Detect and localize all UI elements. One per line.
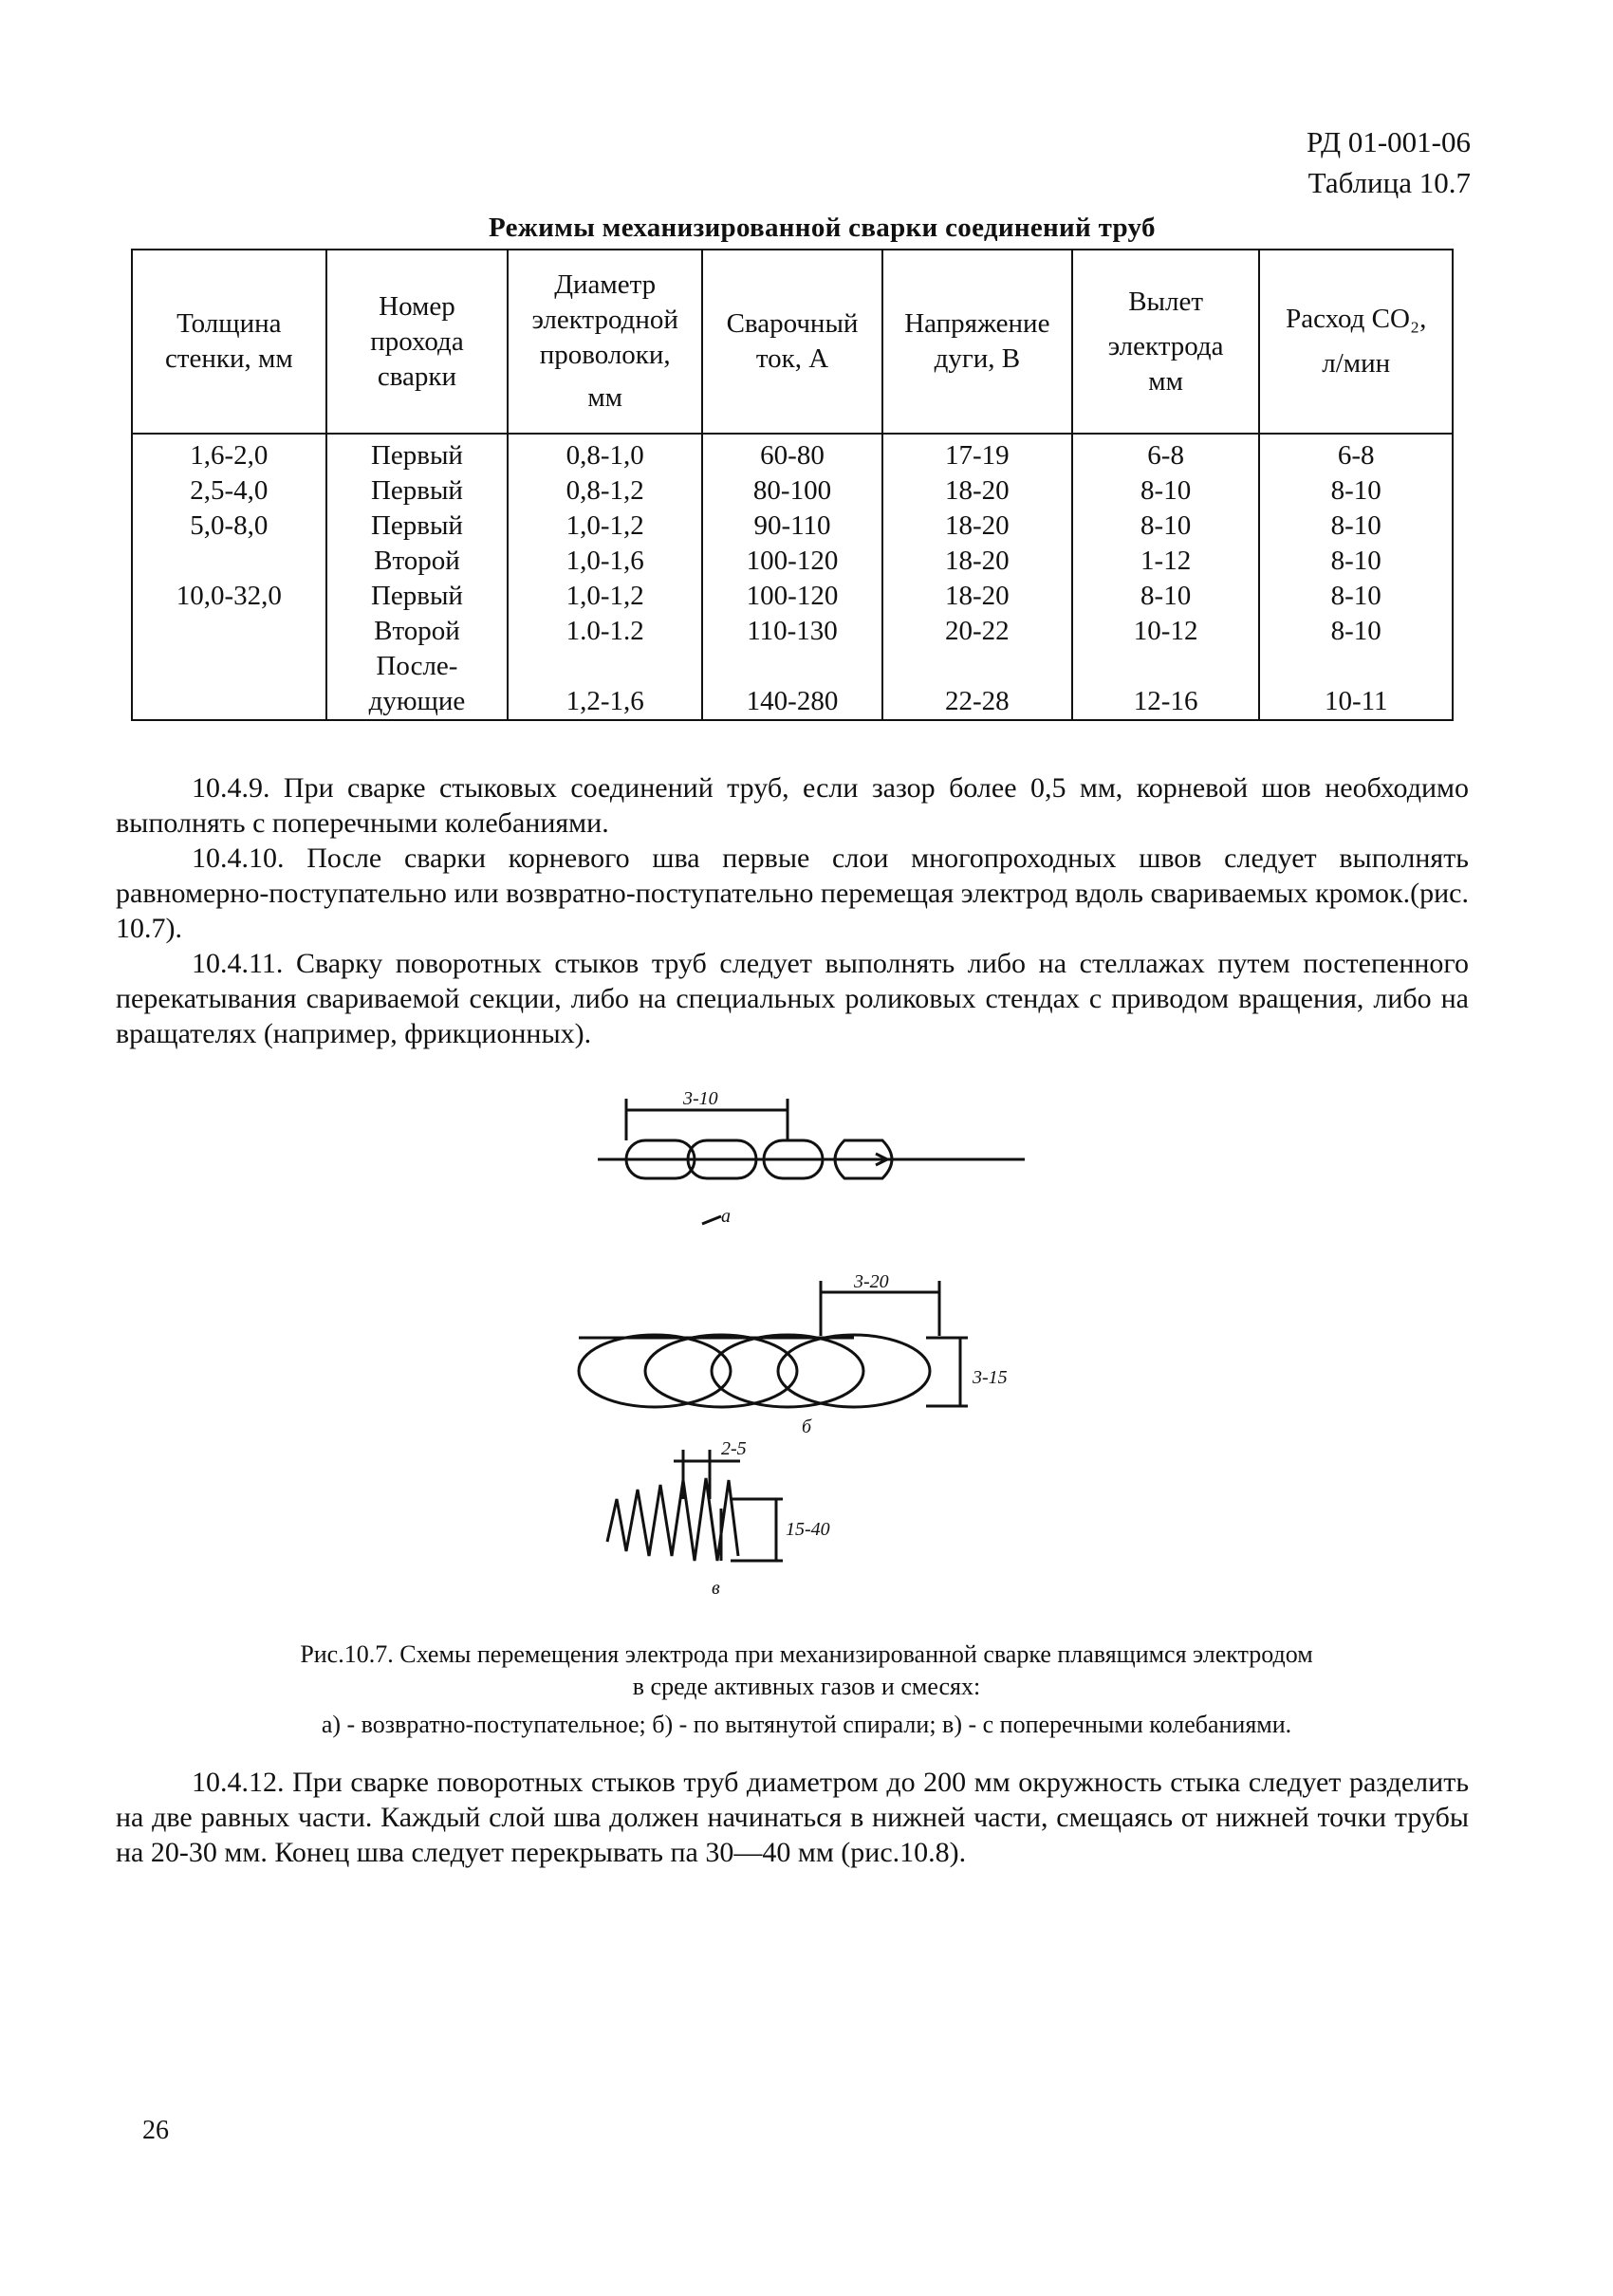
cell-diameter: 1,0-1,2 (508, 579, 702, 614)
electrode-motion-figure (569, 1082, 1063, 1613)
cell-diameter (508, 649, 702, 684)
cell-thickness (132, 614, 326, 649)
caption-line-3: а) - возвратно-поступательное; б) - по вытянутой спирали; в) - с поперечными колебаниями. (321, 1711, 1292, 1738)
dim-c-height-label: 15-40 (786, 1519, 830, 1540)
caption-line-2: в среде активных газов и смесях: (632, 1673, 981, 1700)
cell-thickness: 2,5-4,0 (132, 473, 326, 509)
cell-pass: После- (326, 649, 509, 684)
cell-voltage: 18-20 (882, 544, 1072, 579)
table-header-row (132, 250, 1453, 434)
paragraphs-bottom (116, 1765, 1469, 1870)
col-header-diameter: Диаметр электродной проволоки, мм (508, 250, 702, 434)
welding-modes-table (131, 249, 1454, 721)
page-number: 26 (142, 2116, 169, 2145)
cell-co2: 8-10 (1259, 544, 1453, 579)
col-header-current: Сварочный ток, А (702, 250, 882, 434)
col-header-stickout: Вылет электрода мм (1072, 250, 1260, 434)
col-header-co2: Расход CO₂, л/мин (1259, 250, 1453, 434)
table-row (132, 614, 1453, 649)
cell-current: 80-100 (702, 473, 882, 509)
cell-voltage: 18-20 (882, 473, 1072, 509)
paragraph-10-4-12: 10.4.12. При сварке поворотных стыков труб диаметром до 200 мм окружность стыка следует разделить на две равных части. Каждый слой шва должен начинаться в нижней части, смещаясь от нижней точки трубы на 20-30 мм. Конец шва следует перекрывать па 30—40 мм (рис.10.8). (116, 1767, 1469, 1868)
dim-a-label: 3-10 (683, 1088, 718, 1109)
table-row (132, 579, 1453, 614)
table-row (132, 509, 1453, 544)
scheme-c-zigzag (607, 1450, 783, 1561)
cell-current: 100-120 (702, 544, 882, 579)
cell-current: 90-110 (702, 509, 882, 544)
cell-thickness: 5,0-8,0 (132, 509, 326, 544)
cell-current (702, 649, 882, 684)
paragraph-10-4-10: 10.4.10. После сварки корневого шва первые слои многопроходных швов следует выполнять равномерно-поступательно или возвратно-поступательно перемещая электрод вдоль свариваемых кромок.(рис. 10.7). (116, 842, 1469, 944)
cell-current: 140-280 (702, 684, 882, 720)
cell-diameter: 1,0-1,6 (508, 544, 702, 579)
scheme-a-label: а (721, 1206, 731, 1227)
document-id: РД 01-001-06 (1307, 125, 1471, 158)
col-header-thickness: Толщина стенки, мм (132, 250, 326, 434)
cell-co2: 10-11 (1259, 684, 1453, 720)
cell-co2: 6-8 (1259, 434, 1453, 473)
cell-voltage: 18-20 (882, 579, 1072, 614)
cell-diameter: 1,0-1,2 (508, 509, 702, 544)
col-header-voltage: Напряжение дуги, В (882, 250, 1072, 434)
cell-co2: 8-10 (1259, 579, 1453, 614)
cell-thickness (132, 684, 326, 720)
cell-pass: дующие (326, 684, 509, 720)
table-row (132, 434, 1453, 473)
dim-b-height-label: 3-15 (973, 1367, 1008, 1388)
cell-current: 100-120 (702, 579, 882, 614)
cell-thickness (132, 544, 326, 579)
cell-thickness (132, 649, 326, 684)
paragraph-10-4-9: 10.4.9. При сварке стыковых соединений труб, если зазор более 0,5 мм, корневой шов необходимо выполнять с поперечными колебаниями. (116, 772, 1469, 839)
table-row (132, 649, 1453, 684)
cell-current: 110-130 (702, 614, 882, 649)
cell-voltage: 18-20 (882, 509, 1072, 544)
cell-stickout: 6-8 (1072, 434, 1260, 473)
figure-caption (171, 1639, 1442, 1741)
cell-diameter: 1.0-1.2 (508, 614, 702, 649)
paragraph-10-4-11: 10.4.11. Сварку поворотных стыков труб следует выполнять либо на стеллажах путем постепенного перекатывания свариваемой секции, либо на специальных роликовых стендах с приводом вращения, либо на вращателях (например, фрикционных). (116, 948, 1469, 1049)
cell-voltage (882, 649, 1072, 684)
cell-stickout: 8-10 (1072, 473, 1260, 509)
cell-diameter: 0,8-1,0 (508, 434, 702, 473)
cell-co2: 8-10 (1259, 473, 1453, 509)
cell-stickout: 10-12 (1072, 614, 1260, 649)
cell-stickout: 8-10 (1072, 579, 1260, 614)
dim-c-pitch-label: 2-5 (721, 1438, 747, 1459)
cell-pass: Второй (326, 614, 509, 649)
scheme-a-reciprocating (598, 1099, 1025, 1224)
cell-stickout: 1-12 (1072, 544, 1260, 579)
scheme-c-label: в (712, 1578, 720, 1599)
cell-pass: Первый (326, 473, 509, 509)
cell-pass: Второй (326, 544, 509, 579)
scheme-b-spiral (579, 1281, 968, 1407)
col-header-pass: Номер прохода сварки (326, 250, 509, 434)
cell-co2: 8-10 (1259, 614, 1453, 649)
dim-b-length-label: 3-20 (854, 1271, 889, 1292)
cell-stickout: 12-16 (1072, 684, 1260, 720)
paragraphs-top (116, 770, 1469, 1051)
cell-co2 (1259, 649, 1453, 684)
cell-thickness: 1,6-2,0 (132, 434, 326, 473)
table-title: Режимы механизированной сварки соединений труб (489, 213, 1156, 243)
scheme-b-label: б (802, 1416, 812, 1437)
cell-pass: Первый (326, 509, 509, 544)
cell-stickout: 8-10 (1072, 509, 1260, 544)
cell-pass: Первый (326, 434, 509, 473)
cell-stickout (1072, 649, 1260, 684)
cell-diameter: 0,8-1,2 (508, 473, 702, 509)
cell-co2: 8-10 (1259, 509, 1453, 544)
cell-pass: Первый (326, 579, 509, 614)
table-row (132, 473, 1453, 509)
cell-current: 60-80 (702, 434, 882, 473)
cell-voltage: 20-22 (882, 614, 1072, 649)
cell-diameter: 1,2-1,6 (508, 684, 702, 720)
table-number: Таблица 10.7 (1307, 166, 1471, 199)
table-row (132, 684, 1453, 720)
cell-thickness: 10,0-32,0 (132, 579, 326, 614)
table-row (132, 544, 1453, 579)
cell-voltage: 22-28 (882, 684, 1072, 720)
caption-line-1: Рис.10.7. Схемы перемещения электрода при механизированной сварке плавящимся электродом (300, 1640, 1313, 1668)
cell-voltage: 17-19 (882, 434, 1072, 473)
